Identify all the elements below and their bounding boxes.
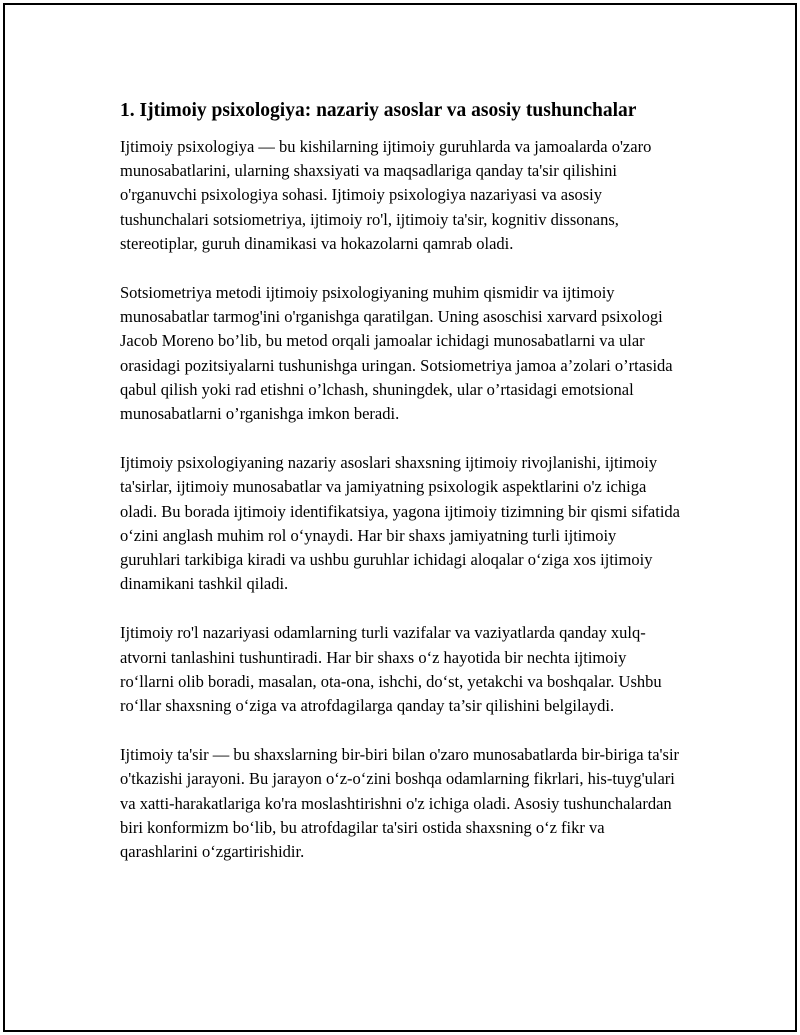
paragraph-intro: Ijtimoiy psixologiya — bu kishilarning ijtimoiy guruhlarda va jamoalarda o'zaro munosabatlarini, ularning shaxsiyati va maqsadlariga qanday ta'sir qilishini o'rganuvchi psixologiya sohasi. Ijtimoiy psixologiya nazariyasi va asosiy tushunchalari sotsiometriya, ijtimoiy ro'l, ijtimoiy ta'sir, kognitiv dissonans, stereotiplar, guruh dinamikasi va hokazolarni qamrab oladi. [120, 137, 652, 253]
paragraph-social-role: Ijtimoiy ro'l nazariyasi odamlarning turli vazifalar va vaziyatlarda qanday xulq-atvorni tanlashini tushuntiradi. Har bir shaxs o‘z hayotida bir nechta ijtimoiy ro‘llarni olib boradi, masalan, ota-ona, ishchi, do‘st, yetakchi va boshqalar. Ushbu ro‘llar shaxsning o‘ziga va atrofdagilarga qanday ta’sir qilishini belgilaydi. [120, 623, 662, 716]
document-page [3, 3, 797, 1032]
document-content [120, 97, 680, 889]
paragraph-theoretical-foundations: Ijtimoiy psixologiyaning nazariy asoslari shaxsning ijtimoiy rivojlanishi, ijtimoiy ta'sirlar, ijtimoiy munosabatlar va jamiyatning psixologik aspektlarini o'z ichiga oladi. Bu borada ijtimoiy identifikatsiya, yagona ijtimoiy tizimning bir qismi sifatida o‘zini anglash muhim rol o‘ynaydi. Har bir shaxs jamiyatning turli ijtimoiy guruhlari tarkibiga kiradi va ushbu guruhlar ichidagi aloqalar o‘ziga xos ijtimoiy dinamikani tashkil qiladi. [120, 453, 681, 594]
paragraph-social-influence: Ijtimoiy ta'sir — bu shaxslarning bir-biri bilan o'zaro munosabatlarda bir-biriga ta'sir o'tkazishi jarayoni. Bu jarayon o‘z-o‘zini boshqa odamlarning fikrlari, his-tuyg'ulari va xatti-harakatlariga ko'ra moslashtirishni o'z ichiga oladi. Asosiy tushunchalardan biri konformizm bo‘lib, bu atrofdagilar ta'siri ostida shaxsning o‘z fikr va qarashlarini o‘zgartirishidir. [120, 745, 680, 862]
section-heading: 1. Ijtimoiy psixologiya: nazariy asoslar va asosiy tushunchalar [120, 100, 637, 121]
paragraph-sociometry: Sotsiometriya metodi ijtimoiy psixologiyaning muhim qismidir va ijtimoiy munosabatlar tarmog'ini o'rganishga qaratilgan. Uning asoschisi xarvard psixologi Jacob Moreno bo’lib, bu metod orqali jamoalar ichidagi munosabatlarni va ular orasidagi pozitsiyalarni tushunishga uringan. Sotsiometriya jamoa a’zolari o’rtasida qabul qilish yoki rad etishni o’lchash, shuningdek, ular o’rtasidagi emotsional munosabatlarni o’rganishga imkon beradi. [120, 283, 673, 424]
